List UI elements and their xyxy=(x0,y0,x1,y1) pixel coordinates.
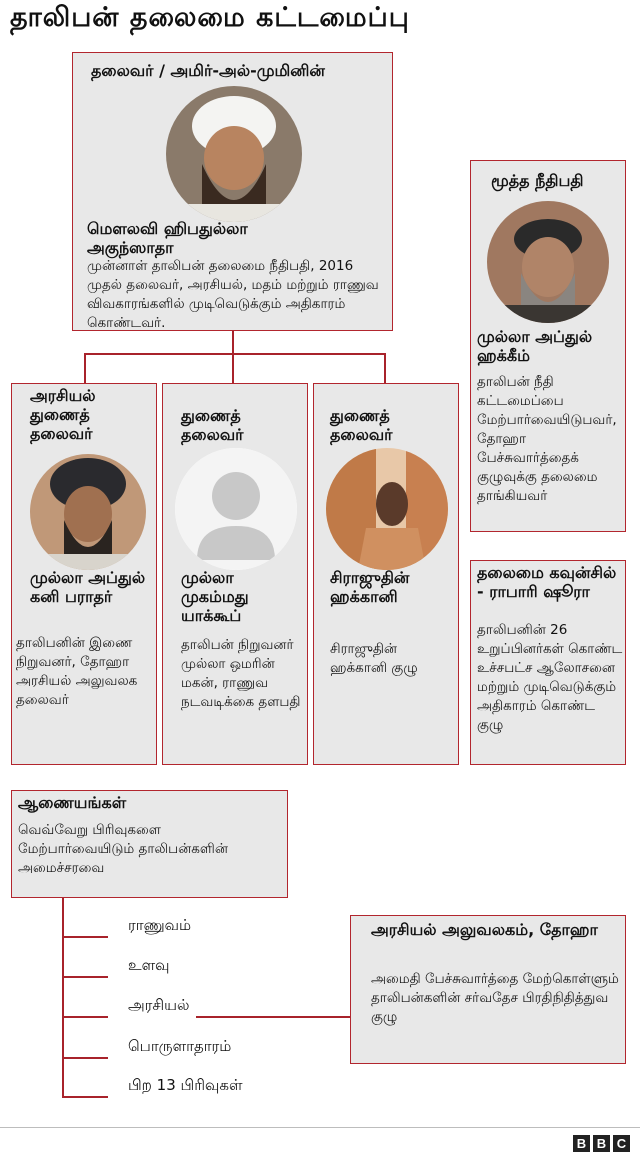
branch-line-2 xyxy=(62,976,108,978)
connector-deputy-3 xyxy=(384,353,386,383)
political-office-description: அமைதி பேச்சுவார்த்தை மேற்கொள்ளும் தாலிபன்களின் சர்வதேச பிரதிநிதித்துவ குழு xyxy=(371,971,619,1025)
leader-photo xyxy=(166,86,302,222)
page-title: தாலிபன் தலைமை கட்டமைப்பு xyxy=(10,2,410,33)
connector-leader-down xyxy=(232,330,234,354)
political-office-box xyxy=(350,915,626,1064)
leader-name: மௌலவி ஹிபதுல்லா அகுந்ஸாதா xyxy=(87,219,248,257)
deputy-yaqoob-name: முல்லா முகம்மது யாக்கூப் xyxy=(181,568,249,625)
leadership-council-box xyxy=(470,560,626,765)
connector-deputies-horizontal xyxy=(84,353,386,355)
placeholder-avatar-icon xyxy=(175,448,297,570)
bbc-logo-letter-3: C xyxy=(613,1135,630,1152)
connector-deputy-2 xyxy=(232,353,234,383)
deputy-yaqoob-description: தாலிபன் நிறுவனர் முல்லா ஒமரின் மகன், ராணுவ நடவடிக்கை தளபதி xyxy=(181,637,301,710)
commissions-box xyxy=(11,790,288,898)
branch-line-1 xyxy=(62,936,108,938)
branch-line-4 xyxy=(62,1057,108,1059)
leader-description: முன்னாள் தாலிபன் தலைமை நீதிபதி, 2016 முதல் தலைவர், அரசியல், மதம் மற்றும் ராணுவ விவகாரங்களில் முடிவெடுக்கும் அதிகாரம் கொண்டவர். xyxy=(87,258,379,331)
deputy-haqqani-box xyxy=(313,383,459,765)
commissions-role: ஆணையங்கள் xyxy=(18,793,127,812)
branch-military: ராணுவம் xyxy=(128,916,192,934)
chief-justice-box xyxy=(470,160,626,532)
deputy-political-role: அரசியல் துணைத் தலைவர் xyxy=(30,386,96,443)
chief-justice-description: தாலிபன் நீதி கட்டமைப்பை மேற்பார்வையிடுபவர், தோஹா பேச்சுவார்த்தைக் குழுவுக்கு தலைமை தாங்கியவர் xyxy=(477,374,617,504)
branch-intelligence: உளவு xyxy=(128,956,170,974)
chief-justice-name: முல்லா அப்துல் ஹக்கீம் xyxy=(477,327,593,365)
branches-trunk xyxy=(62,898,64,1098)
deputy-yaqoob-role: துணைத் தலைவர் xyxy=(181,406,244,444)
deputy-haqqani-role: துணைத் தலைவர் xyxy=(330,406,393,444)
political-office-role: அரசியல் அலுவலகம், தோஹா xyxy=(371,920,598,939)
deputy-yaqoob-box xyxy=(162,383,308,765)
deputy-political-description: தாலிபனின் இணை நிறுவனர், தோஹா அரசியல் அலுவலக தலைவர் xyxy=(16,635,138,708)
leader-role: தலைவர் / அமிர்-அல்-முமினின் xyxy=(91,61,325,80)
deputy-political-name: முல்லா அப்துல் கனி பராதர் xyxy=(30,568,146,606)
bbc-logo-letter-2: B xyxy=(593,1135,610,1152)
leadership-council-description: தாலிபனின் 26 உறுப்பினர்கள் கொண்ட உச்சபட்ச ஆலோசனை மற்றும் முடிவெடுக்கும் அதிகாரம் கொண்ட குழு xyxy=(477,622,623,733)
branch-economy: பொருளாதாரம் xyxy=(128,1037,232,1055)
bbc-logo xyxy=(573,1135,630,1152)
branch-politics: அரசியல் xyxy=(128,996,190,1014)
politics-to-office-connector xyxy=(196,1016,351,1018)
deputy-haqqani-description: சிராஜுதின் ஹக்கானி குழு xyxy=(330,641,418,676)
deputy-political-photo xyxy=(30,454,146,570)
chief-justice-role: மூத்த நீதிபதி xyxy=(491,171,584,190)
deputy-haqqani-name: சிராஜுதின் ஹக்கானி xyxy=(330,568,410,606)
branch-line-3 xyxy=(62,1016,108,1018)
branch-others: பிற 13 பிரிவுகள் xyxy=(128,1076,243,1094)
branch-line-5 xyxy=(62,1096,108,1098)
deputy-political-box xyxy=(11,383,157,765)
footer-divider xyxy=(0,1127,640,1128)
leadership-council-role: தலைமை கவுன்சில் - ராபாரி ஷூரா xyxy=(477,563,617,601)
connector-deputy-1 xyxy=(84,353,86,383)
leader-box xyxy=(72,52,393,331)
bbc-logo-letter-1: B xyxy=(573,1135,590,1152)
chief-justice-photo xyxy=(487,201,609,323)
deputy-haqqani-photo xyxy=(326,448,448,570)
commissions-description: வெவ்வேறு பிரிவுகளை மேற்பார்வையிடும் தாலிபன்களின் அமைச்சரவை xyxy=(18,822,228,876)
